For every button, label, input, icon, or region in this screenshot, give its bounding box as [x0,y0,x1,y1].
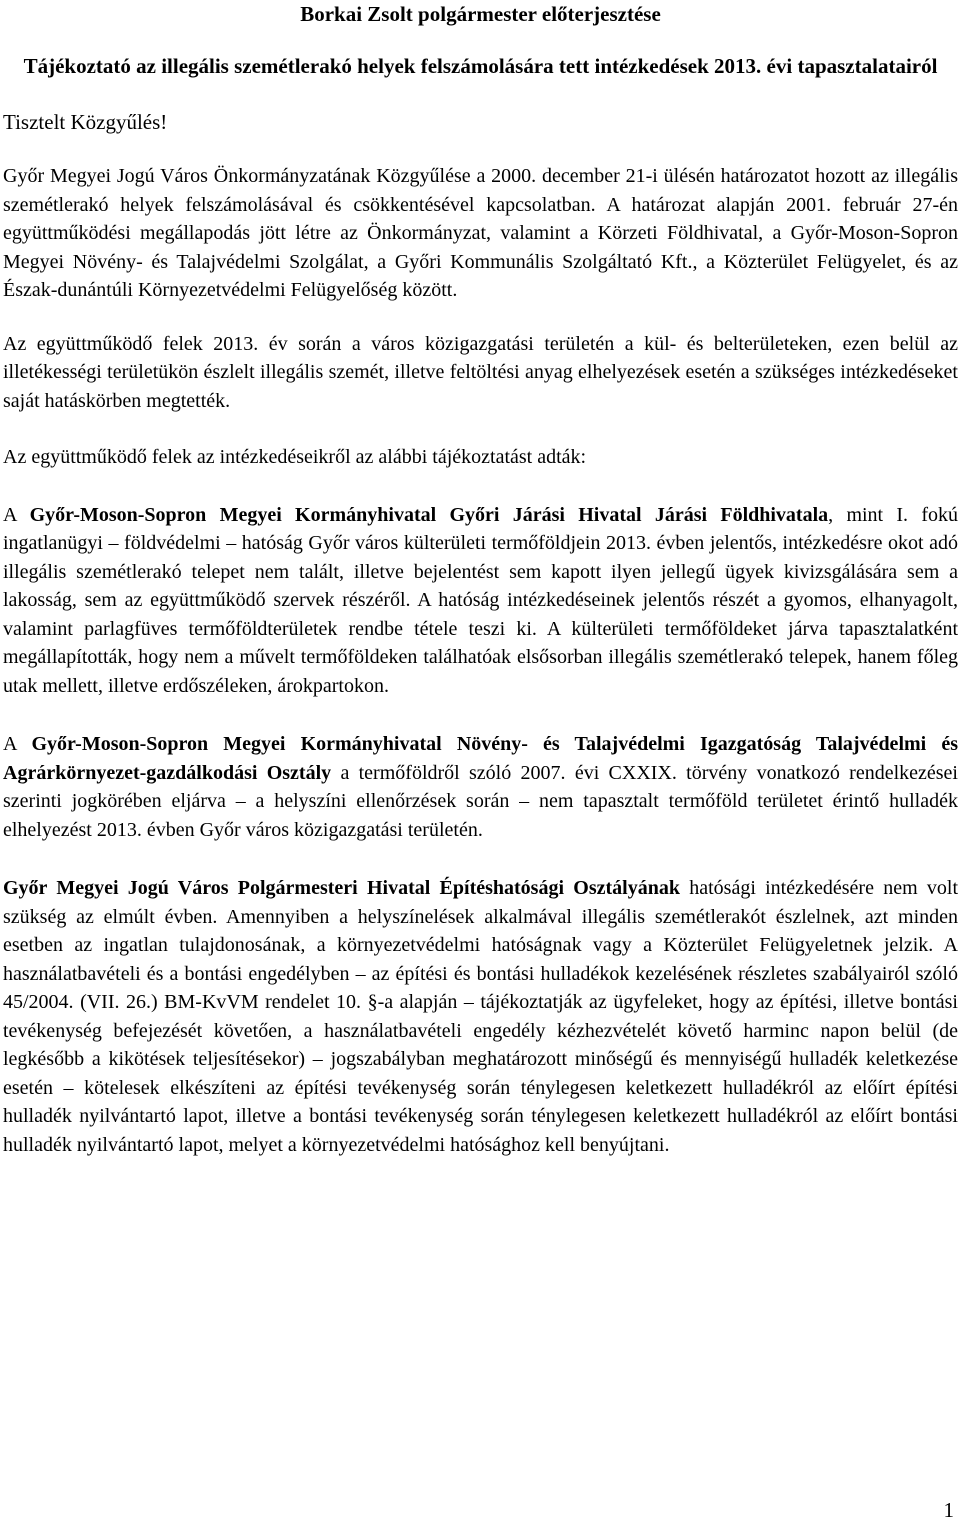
paragraph-6-authority: Győr Megyei Jogú Város Polgármesteri Hivatal Építéshatósági Osztályának [3,877,680,899]
paragraph-4-text: , mint I. fokú ingatlanügyi – földvédelmi – hatóság Győr város külterületi termőföldjein 2013. évben jelentős, intézkedésre okot adó illegális szemétlerakó telepet nem talált, illetve bejelentést sem kapott ilyen jellegű ügyek kivizsgálására sem a lakosság, sem az együttműködő szervek részéről. A hatóság intézkedéseinek jelentős részét a gyomos, elhanyagolt, valamint parlagfüves termőföldterületek rendbe tétele teszi ki. A külterületi termőföldeket járva tapasztalatként megállapították, hogy nem a művelt termőföldeken találhatóak elsősorban illegális szemétlerakó telepek, hanem főleg utak mellett, illetve erdőszéleken, árokpartokon. [3,503,958,697]
document-page [3,0,958,1159]
salutation: Tisztelt Közgyűlés! [3,110,168,134]
document-subtitle: Tájékoztató az illegális szemétlerakó helyek felszámolására tett intézkedések 2013. évi tapasztalatairól [23,54,938,78]
paragraph-6-text: hatósági intézkedésére nem volt szükség az elmúlt évben. Amennyiben a helyszínelések alkalmával illegális szemétlerakót észlelnek, azt minden esetben az ingatlan tulajdonosának, a környezetvédelmi hatóságnak vagy a Közterület Felügyeletnek jelzik. A használatbavételi és a bontási engedélyben – az építési és bontási hulladékok kezelésének részletes szabályairól szóló 45/2004. (VII. 26.) BM-KvVM rendelet 10. §-a alapján – tájékoztatják az ügyfeleket, hogy az építési, illetve bontási tevékenység befejezését követően, a használatbavételi engedély kézhezvételét követő harminc napon belül (de legkésőbb a kikötések teljesítésekor) – jogszabályban meghatározott minőségű és mennyiségű hulladék keletkezése esetén – kötelesek elkészíteni az építési tevékenység során ténylegesen keletkezett hulladékról az előírt építési hulladék nyilvántartó lapot, illetve a bontási tevékenység során ténylegesen keletkezett hulladékról az előírt bontási hulladék nyilvántartó lapot, melyet a környezetvédelmi hatósághoz kell benyújtani. [3,877,959,1156]
paragraph-5 [3,730,958,844]
paragraph-2: Az együttműködő felek 2013. év során a város közigazgatási területén a kül- és belterületeken, ezen belül az illetékességi területükön észlelt illegális szemét, illetve feltöltési anyag elhelyezések esetén a szükséges intézkedéseket saját hatáskörben megtették. [3,332,958,412]
paragraph-1: Győr Megyei Jogú Város Önkormányzatának Közgyűlése a 2000. december 21-i ülésén határozatot hozott az illegális szemétlerakó helyek felszámolásával és csökkentésével kapcsolatban. A határozat alapján 2001. február 27-én együttműködési megállapodás jött létre az Önkormányzat, valamint a Körzeti Földhivatal, a Győr-Moson-Sopron Megyei Növény- és Talajvédelmi Szolgálat, a Győri Kommunális Szolgáltató Kft., a Közterület Felügyelet, és az Észak-dunántúli Környezetvédelmi Felügyelőség között. [3,165,958,301]
paragraph-5-prefix: A [3,733,32,755]
paragraph-4 [3,501,958,701]
paragraph-6 [3,874,958,1159]
paragraph-3: Az együttműködő felek az intézkedéseikről az alábbi tájékoztatást adták: [3,446,587,468]
paragraph-4-authority: Győr-Moson-Sopron Megyei Kormányhivatal Győri Járási Hivatal Járási Földhivatala [29,503,829,526]
paragraph-4-prefix: A [3,503,30,526]
paragraph-5-text: a termőföldről szóló 2007. évi CXXIX. törvény vonatkozó rendelkezései szerinti jogkörében eljárva – a helyszíni ellenőrzések során – nem tapasztalt termőföld területet érintő hulladék elhelyezést 2013. évben Győr város közigazgatási területén. [3,761,958,841]
document-title: Borkai Zsolt polgármester előterjesztése [300,2,661,26]
paragraph-5-authority: Győr-Moson-Sopron Megyei Kormányhivatal Növény- és Talajvédelmi Igazgatóság Talajvédelmi és Agrárkörnyezet-gazdálkodási Osztály [3,733,958,784]
page-number: 1 [943,1498,954,1522]
